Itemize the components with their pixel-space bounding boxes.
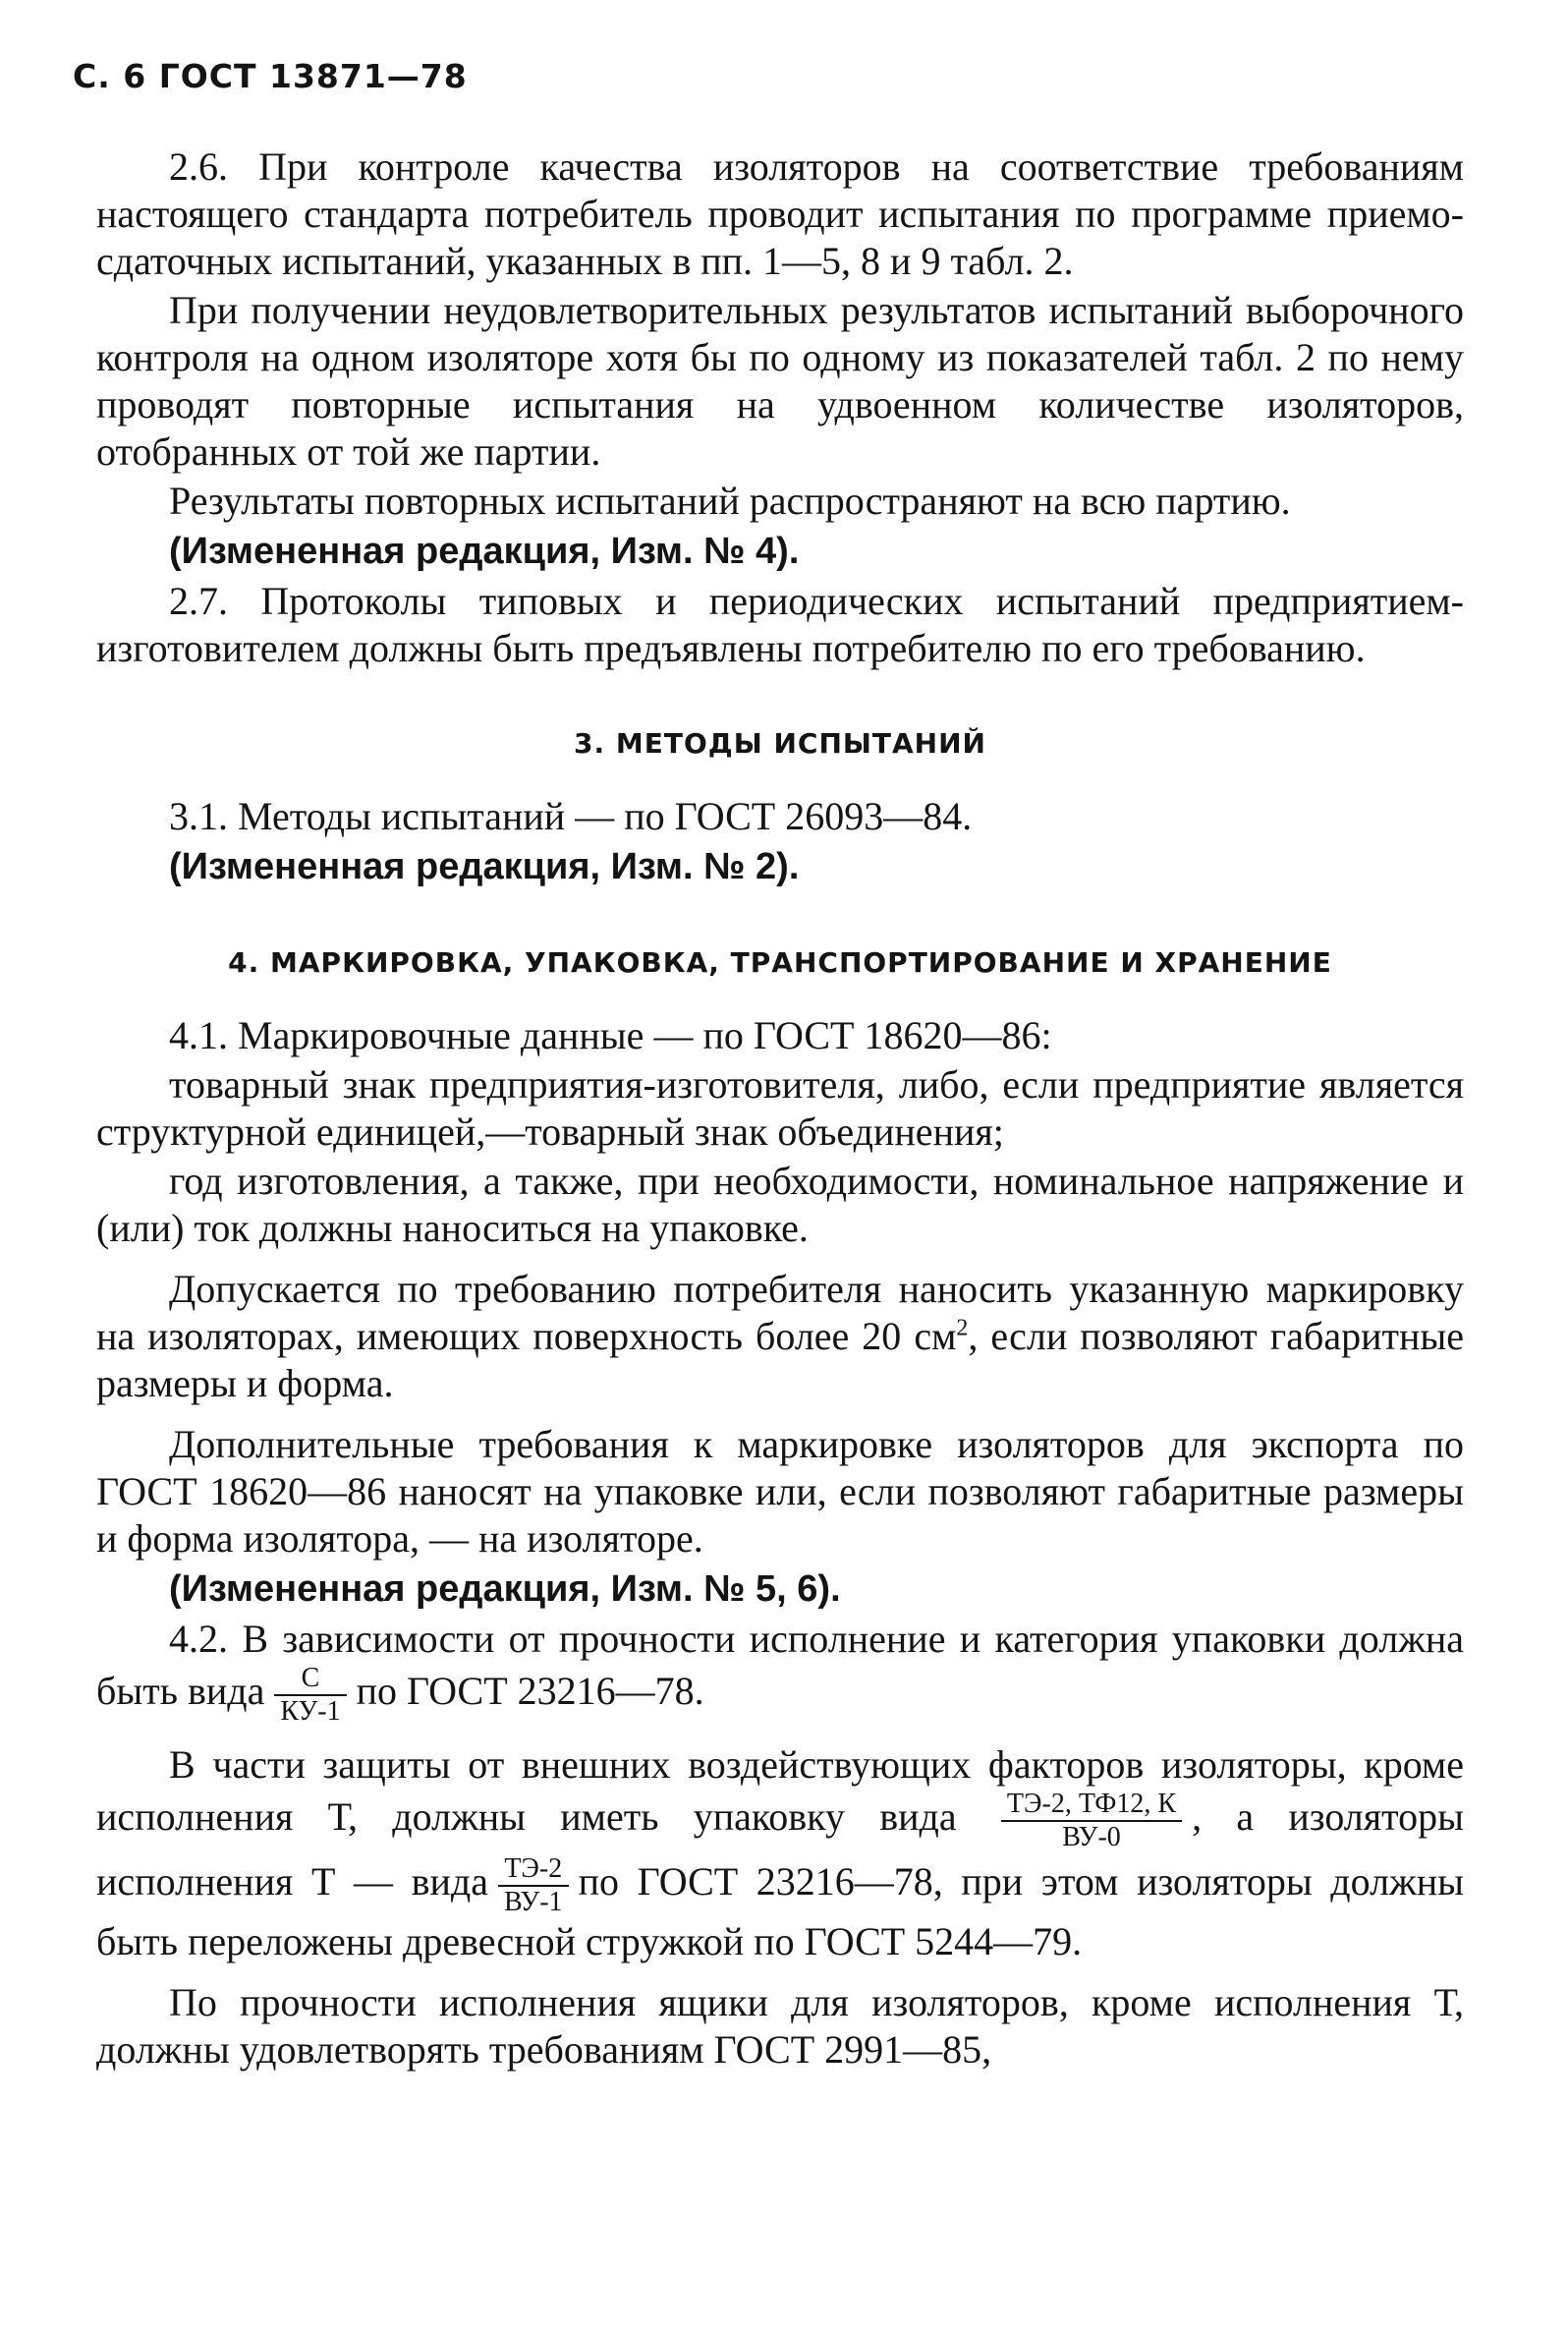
superscript-2: 2 [956,1315,969,1341]
clause-3-1: 3.1. Методы испытаний — по ГОСТ 26093—84. [169,794,973,838]
allowed-marking-text: Допускается по требованию потребителя наносить указанную маркировку на изоляторах, имеющих поверхность более 20 см [96,1267,1464,1358]
section-4-title: 4. МАРКИРОВКА, УПАКОВКА, ТРАНСПОРТИРОВАНИЕ И ХРАНЕНИЕ [228,946,1332,979]
paragraph-results: Результаты повторных испытаний распространяют на всю партию. [169,479,1291,523]
fraction-numerator: С [274,1663,346,1696]
clause-4-2-text: 4.2. В зависимости от прочности исполнение и категория упаковки должна быть вида [96,1617,1464,1714]
fraction-denominator: ВУ-0 [1062,1822,1121,1852]
clause-4-2-end: по ГОСТ 23216—78. [356,1669,704,1714]
clause-4-2 [96,1616,1464,1728]
protection-text-a: В части защиты от внешних воздействующих факторов изоляторы, кроме исполнения Т, должны иметь упаковку вида [96,1742,1464,1840]
protection-text-b: , а изоляторы исполнения Т — вида [96,1794,1464,1905]
fraction-numerator: ТЭ-2 [498,1853,569,1887]
protection-text-c: по ГОСТ 23216—78, при этом изоляторы должны быть переложены древесной стружкой по ГОСТ 5244—79. [96,1859,1464,1963]
page-header: С. 6 ГОСТ 13871—78 [73,57,468,95]
allowed-marking-end: , если позволяют габаритные размеры и форма. [96,1314,1464,1405]
amendment-note-2: (Измененная редакция, Изм. № 2). [169,846,800,887]
paragraph-year: год изготовления, а также, при необходимости, номинальное напряжение и (или) ток должны наноситься на упаковке. [96,1159,1464,1250]
section-3-title: 3. МЕТОДЫ ИСПЫТАНИЙ [574,727,986,760]
fraction-numerator: ТЭ-2, ТФ12, К [1001,1789,1182,1822]
amendment-note-5-6: (Измененная редакция, Изм. № 5, 6). [169,1568,841,1610]
amendment-note-4: (Измененная редакция, Изм. № 4). [169,531,800,572]
paragraph-export: Дополнительные требования к маркировке изоляторов для экспорта по ГОСТ 18620—86 наносят на упаковке или, если позволяют габаритные размеры и форма изолятора, — на изоляторе. [96,1422,1464,1561]
fraction-denominator: ВУ-1 [504,1887,563,1917]
paragraph-boxes: По прочности исполнения ящики для изоляторов, кроме исполнения Т, должны удовлетворять требованиям ГОСТ 2991—85, [96,1980,1464,2072]
paragraph-repeat-tests: При получении неудовлетворительных результатов испытаний выборочного контроля на одном изоляторе хотя бы по одному из показателей табл. 2 по нему проводят повторные испытания на удвоенном количестве изоляторов, отобранных от той же партии. [96,288,1464,474]
fraction-packing-te2-vu0 [1001,1789,1182,1853]
paragraph-allowed-marking [96,1266,1464,1407]
document-body [96,143,1464,2075]
paragraph-trademark: товарный знак предприятия-изготовителя, либо, если предприятие является структурной единицей,—товарный знак объединения; [96,1062,1464,1154]
clause-2-7: 2.7. Протоколы типовых и периодических испытаний предприятием-изготовителем должны быть предъявлены потребителю по его требованию. [96,579,1464,670]
clause-4-1: 4.1. Маркировочные данные — по ГОСТ 18620—86: [169,1013,1052,1057]
fraction-packing-s-ku1 [274,1663,346,1728]
fraction-packing-te2-vu1 [498,1853,569,1918]
fraction-denominator: КУ-1 [280,1696,341,1727]
paragraph-protection [96,1741,1464,1965]
clause-2-6: 2.6. При контроле качества изоляторов на соответствие требованиям настоящего стандарта потребитель проводит испытания по программе приемо-сдаточных испытаний, указанных в пп. 1—5, 8 и 9 табл. 2. [96,144,1464,283]
